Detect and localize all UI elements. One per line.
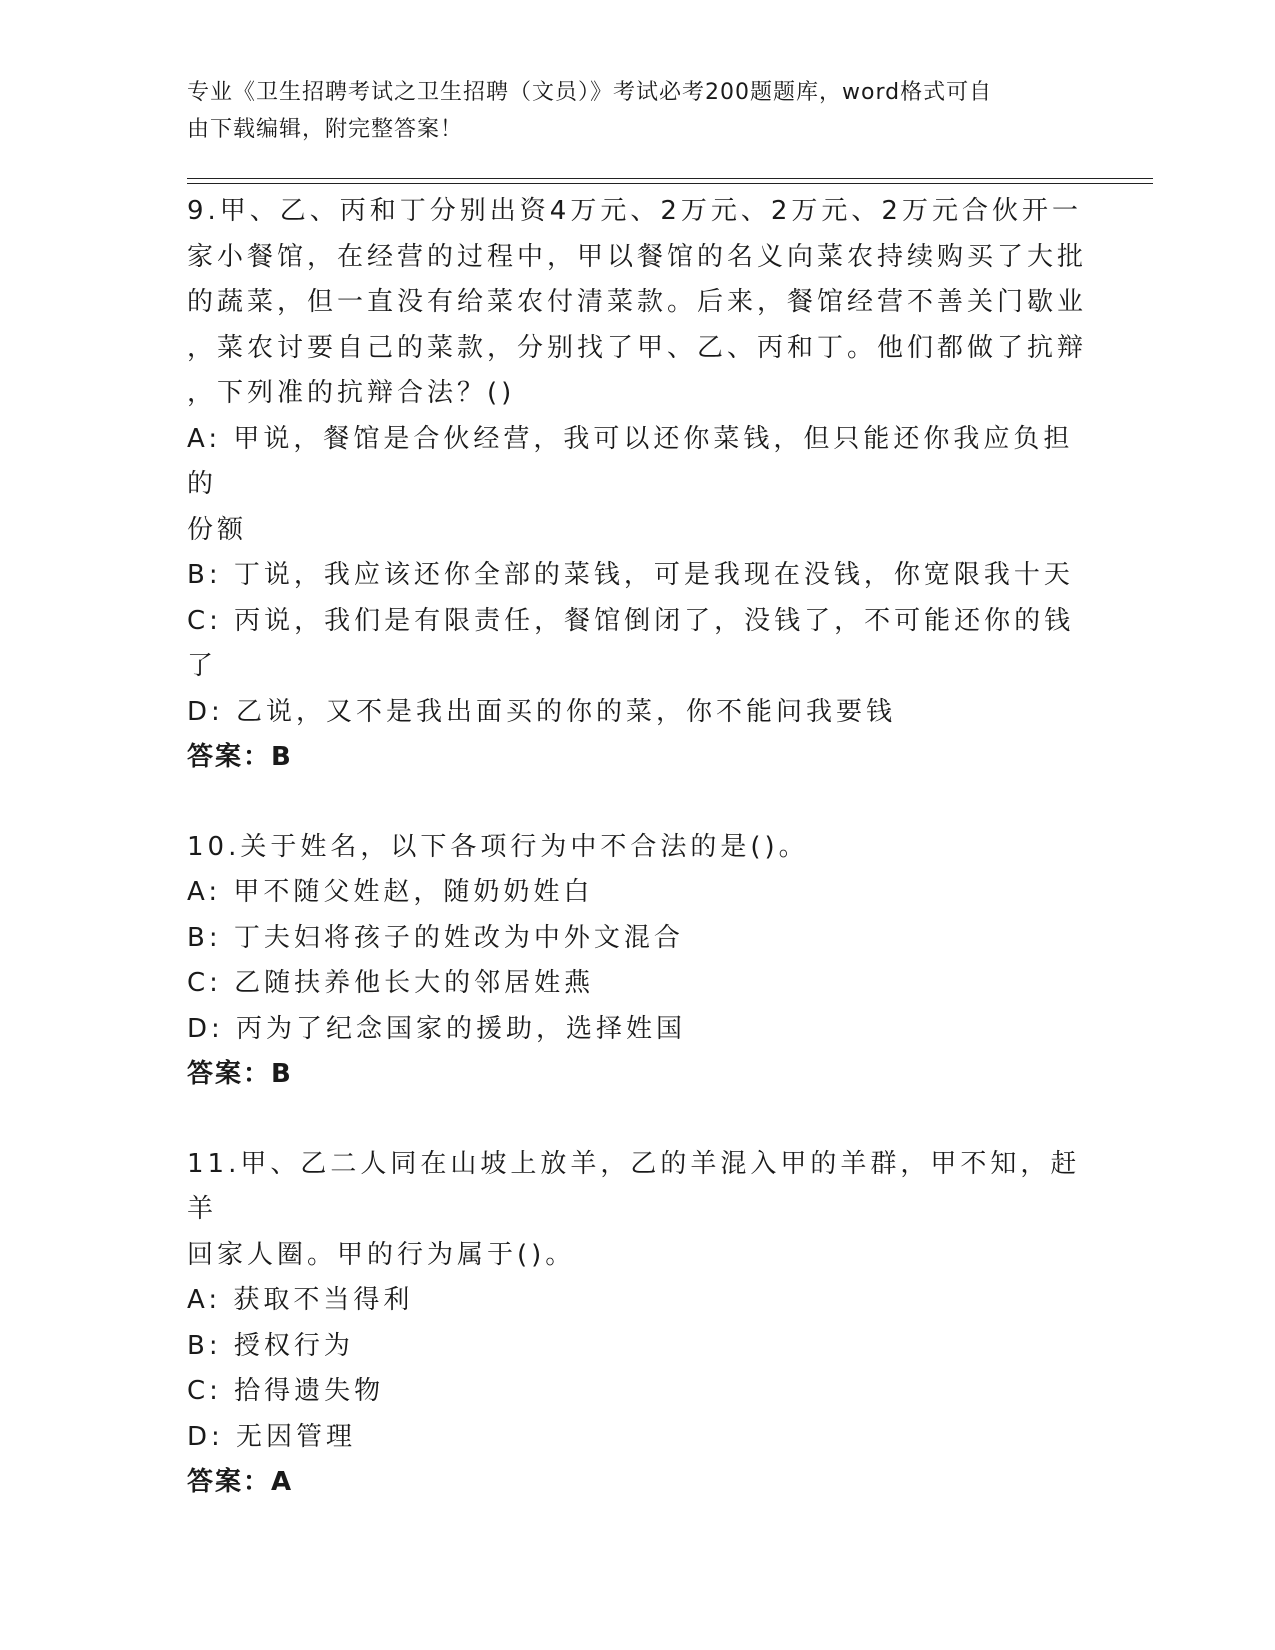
- question-11: [187, 1142, 1087, 1506]
- option-d: D: 乙说，又不是我出面买的你的菜，你不能问我要钱: [187, 696, 897, 727]
- option-b: B: 丁夫妇将孩子的姓改为中外文混合: [187, 922, 684, 953]
- question-text-line: 10.关于姓名，以下各项行为中不合法的是()。: [187, 831, 809, 862]
- question-text-line: ，菜农讨要自己的菜款，分别找了甲、乙、丙和丁。他们都做了抗辩: [187, 332, 1088, 363]
- option-c: C: 拾得遗失物: [187, 1376, 385, 1406]
- option-b: B: 丁说，我应该还你全部的菜钱，可是我现在没钱，你宽限我十天: [187, 560, 1074, 590]
- option-c: C: 乙随扶养他长大的邻居姓燕: [187, 968, 595, 998]
- question-9: [187, 189, 1087, 781]
- answer-line: 答案：B: [187, 742, 293, 772]
- option-c: C: 丙说，我们是有限责任，餐馆倒闭了，没钱了，不可能还你的钱了: [187, 605, 1075, 681]
- option-a: A: 甲说，餐馆是合伙经营，我可以还你菜钱，但只能还你我应负担的: [187, 423, 1074, 499]
- option-a: A: 获取不当得利: [187, 1285, 414, 1315]
- option-b: B: 授权行为: [187, 1330, 354, 1361]
- document-header: [187, 74, 1087, 148]
- question-text-line: 11.甲、乙二人同在山坡上放羊，乙的羊混入甲的羊群，甲不知，赶羊: [187, 1148, 1081, 1224]
- header-divider-top: [187, 178, 1153, 179]
- question-text-line: 的蔬菜，但一直没有给菜农付清菜款。后来，餐馆经营不善关门歇业: [187, 287, 1088, 317]
- question-text-line: 回家人圈。甲的行为属于()。: [187, 1239, 576, 1270]
- option-a: A: 甲不随父姓赵，随奶奶姓白: [187, 877, 594, 907]
- header-divider-bottom: [187, 183, 1153, 184]
- option-a-continued: 份额: [187, 514, 248, 545]
- question-text-line: 9.甲、乙、丙和丁分别出资4万元、2万元、2万元、2万元合伙开一: [187, 196, 1082, 226]
- header-line-2: 由下载编辑，附完整答案！: [187, 117, 464, 142]
- answer-line: 答案：A: [187, 1467, 294, 1497]
- header-line-1: 专业《卫生招聘考试之卫生招聘（文员）》考试必考200题题库，word格式可自: [187, 80, 993, 105]
- question-10: [187, 825, 1087, 1098]
- answer-line: 答案：B: [187, 1059, 293, 1089]
- question-text-line: ，下列准的抗辩合法？(): [187, 378, 516, 408]
- option-d: D: 无因管理: [187, 1421, 357, 1452]
- question-list: [187, 189, 1087, 1550]
- option-d: D: 丙为了纪念国家的援助，选择姓国: [187, 1013, 687, 1044]
- question-text-line: 家小餐馆，在经营的过程中，甲以餐馆的名义向菜农持续购买了大批: [187, 241, 1088, 272]
